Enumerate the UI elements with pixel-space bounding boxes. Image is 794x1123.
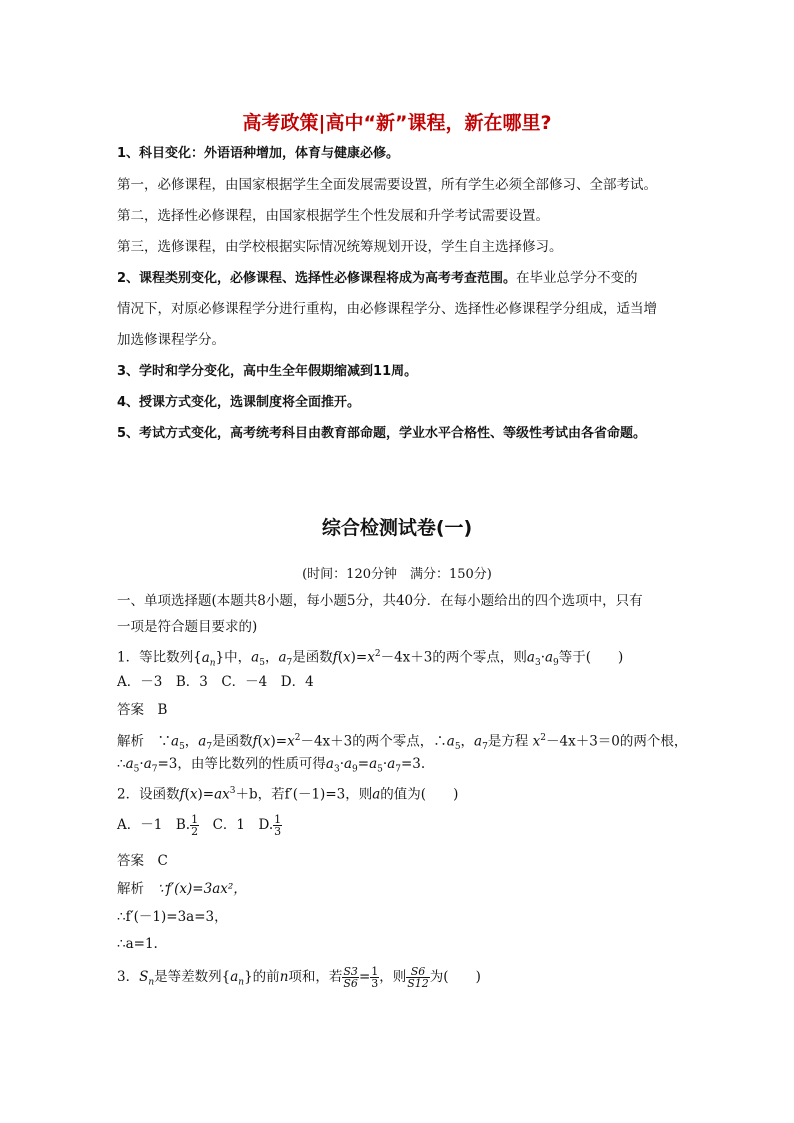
item-2-line-2: 情况下，对原必修课程学分进行重构，由必修课程学分、选择性必修课程学分组成，适当增 bbox=[117, 301, 657, 317]
item-4: 4、授课方式变化，选课制度将全面推开。 bbox=[117, 395, 361, 410]
item-2-rest-a: 在毕业总学分不变的 bbox=[516, 270, 638, 286]
item-2-line-1 bbox=[117, 268, 638, 289]
item-2-line-3: 加选修课程学分。 bbox=[117, 332, 225, 348]
para-2: 第二，选择性必修课程，由国家根据学生个性发展和升学考试需要设置。 bbox=[117, 208, 549, 224]
fraction: $\frac{S6}{S12}$ bbox=[407, 965, 429, 990]
para-1: 第一，必修课程，由国家根据学生全面发展需要设置，所有学生必须全部修习、全部考试。 bbox=[117, 177, 657, 193]
fraction: $\frac{S3}{S6}$ bbox=[343, 965, 358, 990]
item-1: 1、科目变化：外语语种增加，体育与健康必修。 bbox=[117, 146, 400, 161]
fraction: $\frac{1}{3}$ bbox=[274, 813, 282, 838]
section-intro-1: 一、单项选择题(本题共8小题，每小题5分，共40分．在每小题给出的四个选项中，只有 bbox=[117, 593, 643, 609]
q3-stem: 3．$S_n$是等差数列$\{a_n\}$的前n项和，若 $\frac{S3}{S6}$ = $\frac{1}{3}$ ，则 $\frac{S6}{S12}$ 为( ) bbox=[117, 965, 481, 990]
q2-options: A．－1 B. $\frac{1}{2}$ C．1 D. $\frac{1}{3}$ bbox=[117, 813, 282, 838]
q1-options: A．－3 B．3 C．－4 D．4 bbox=[117, 674, 314, 690]
q1-answer: 答案 B bbox=[117, 702, 168, 718]
section-intro-2: 一项是符合题目要求的) bbox=[117, 619, 258, 635]
exam-subtitle: (时间：120分钟 满分：150分) bbox=[302, 567, 492, 582]
q2-analysis-2: ∴f′(－1)=3a=3， bbox=[117, 909, 228, 925]
q1-analysis-1: 解析 $\because a_5$，$a_7$是函数$f(x)=x^2-4x+3$的两个零点，$\therefore a_5$，$a_7$是方程 $x^2-4x+3=0$的两个根， bbox=[117, 733, 688, 753]
item-3: 3、学时和学分变化，高中生全年假期缩减到11周。 bbox=[117, 364, 418, 379]
q2-stem: 2．设函数$f(x)=ax^3+b$，若f′(－1)=3，则a的值为( ) bbox=[117, 786, 459, 803]
q2-analysis-3: ∴a=1. bbox=[117, 936, 158, 952]
q2-analysis-1: 解析 ∵f′(x)=3ax²， bbox=[117, 881, 247, 897]
section1-title: 高考政策|高中“新”课程，新在哪里? bbox=[242, 112, 552, 134]
q2-answer: 答案 C bbox=[117, 853, 168, 869]
item-2-bold: 2、课程类别变化，必修课程、选择性必修课程将成为高考考查范围。 bbox=[117, 271, 517, 286]
fraction: $\frac{1}{3}$ bbox=[371, 965, 379, 990]
q1-analysis-2: $\therefore a_5\cdot a_7=3$，由等比数列的性质可得$a_3\cdot a_9=a_5\cdot a_7=3$. bbox=[117, 756, 426, 775]
item-5: 5、考试方式变化，高考统考科目由教育部命题，学业水平合格性、等级性考试由各省命题。 bbox=[117, 426, 647, 441]
q1-stem: 1．等比数列$\{a_n\}$中，$a_5$，$a_7$是函数$f(x)=x^2-4x+3$的两个零点，则$a_3\cdot a_9$等于( ) bbox=[117, 649, 624, 669]
exam-title: 综合检测试卷(一) bbox=[321, 517, 473, 539]
para-3: 第三，选修课程，由学校根据实际情况统筹规划开设，学生自主选择修习。 bbox=[117, 239, 563, 255]
fraction: $\frac{1}{2}$ bbox=[191, 813, 199, 838]
